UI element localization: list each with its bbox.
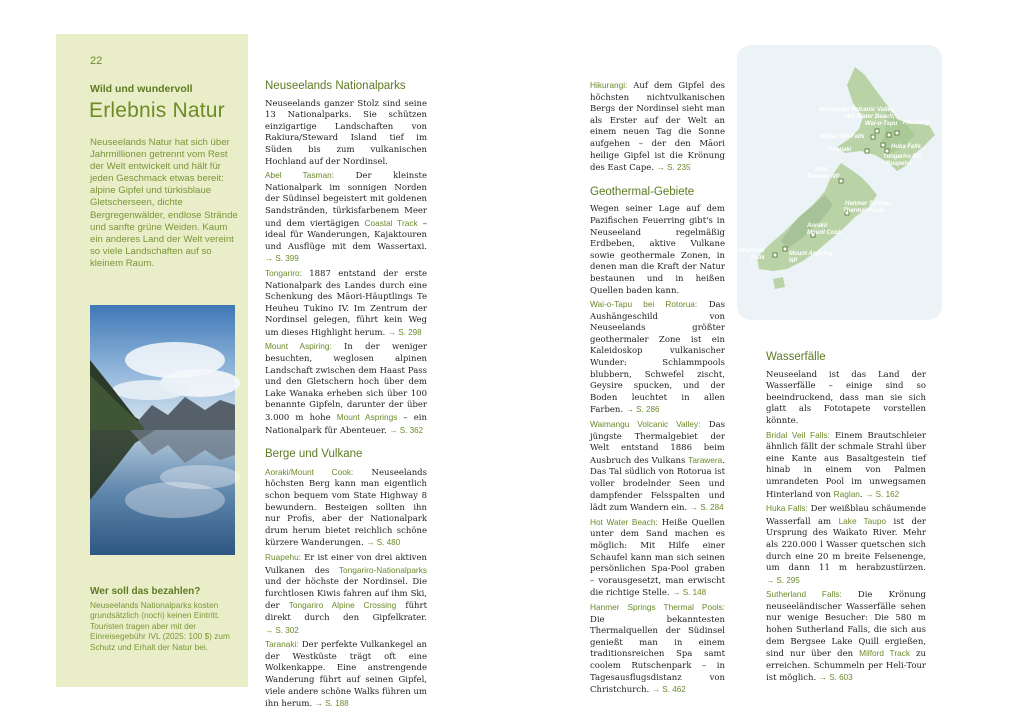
page-ref[interactable]: → S. 284: [689, 503, 724, 513]
heading-geothermal: Geothermal-Gebiete: [590, 185, 695, 198]
page-ref[interactable]: → S. 162: [865, 489, 900, 499]
term-wai-o-tapu: Wai-o-Tapu bei Rotorua:: [590, 299, 698, 310]
marker-abel-tasman[interactable]: [839, 179, 843, 183]
term-hanmer-springs: Hanmer Springs Thermal Pools:: [590, 601, 725, 612]
svg-text:Falls: Falls: [751, 255, 765, 261]
link-lake-taupo[interactable]: Lake Taupo: [838, 515, 887, 526]
page-ref[interactable]: → S. 298: [387, 327, 422, 337]
svg-text:Wai-o-Tapu: Wai-o-Tapu: [865, 121, 898, 127]
entry-bridal-veil: Bridal Veil Falls: Einem Brautschleier ähnlich fällt der schmale Strahl über eine Kante aus Basaltgestein tief hinab in einem von Palmen umrandeten Pool im unwegsamen Hinterland von Raglan. → S. 162: [766, 429, 926, 500]
page-ref[interactable]: → S. 295: [766, 575, 800, 585]
label-sutherland: Sutherland: [733, 248, 765, 254]
marker-tongariro[interactable]: [885, 149, 889, 153]
intro-text: Neuseelands Natur hat sich über Jahrmillionen getrennt vom Rest der Welt entwickelt und hält für jeden Geschmack etwas bereit: alpine Gipfel und türkisblaue Gletscherseen, dichte Bergregenwälder, endlose Strände und sanfte grüne Weiden. Kaum ein anderes Land der Welt vereint so viele Landschaften auf so kleinem Raum.: [90, 137, 238, 269]
marker-taranaki[interactable]: [865, 149, 869, 153]
svg-text:Ruapehu: Ruapehu: [886, 161, 912, 167]
entry-ruapehu: Ruapehu: Er ist einer von drei aktiven Vulkanen des Tongariro-Nationalparks und der höchste der Nordinsel. Die furchtlosen Kiwis fahren auf ihm Ski, der Tongariro Alpine Crossing führt direkt durch den Gipfelkrater. → S. 302: [265, 551, 427, 635]
heading-nationalparks: Neuseelands Nationalparks: [265, 80, 406, 92]
label-aspiring: Mount Aspiring: [789, 251, 833, 257]
infobox-text: Neuseelands Nationalparks kosten grundsätzlich (noch) keinen Eintritt. Touristen tragen aber mit der Einreisegebühr IVL (2025: 100 $) zum Schutz und Erhalt der Natur bei.: [90, 600, 230, 652]
term-abel-tasman: Abel Tasman:: [265, 170, 335, 181]
label-aoraki: Aoraki/: [807, 223, 828, 229]
heading-wasserfaelle: Wasserfälle: [766, 351, 826, 363]
marker-aspiring[interactable]: [783, 247, 787, 251]
entry-hanmer-springs: Hanmer Springs Thermal Pools: Die bekanntesten Thermalquellen der Südinsel genießt man in einem traditionsreichen Spa samt coolem Rutschenpark – in Tagesausflugsdistanz von Christchurch. → S. 462: [590, 601, 725, 696]
page-ref[interactable]: → S. 188: [314, 699, 349, 709]
marker-sutherland[interactable]: [773, 253, 777, 257]
entry-waimangu: Waimangu Volcanic Valley: Das jüngste Thermalgebiet der Welt entstand 1886 beim Ausbruch des Vulkans Tarawera. Das Tal südlich von Rotorua ist voller brodelnder Seen und dampfender Felsspalten und lädt zum Wandern ein. → S. 284: [590, 419, 725, 514]
link-milford-track[interactable]: Milford Track: [859, 648, 910, 659]
term-waimangu: Waimangu Volcanic Valley:: [590, 419, 701, 430]
column-2: [590, 80, 725, 699]
new-zealand-map: [733, 45, 942, 320]
marker-bridal-veil[interactable]: [871, 135, 875, 139]
nationalparks-intro: Neuseelands ganzer Stolz sind seine 13 Nationalparks. Sie schützen einzigartige Landschaften von Rakiura/Steward Island tief im Süden bis zum vulkanischen Hochland auf der Nordinsel.: [265, 98, 427, 167]
page-title: Erlebnis Natur: [89, 99, 225, 122]
term-bridal-veil: Bridal Veil Falls:: [766, 429, 830, 440]
svg-text:Thermal Pools: Thermal Pools: [843, 208, 885, 214]
svg-text:Hot Water Beach,: Hot Water Beach,: [845, 114, 895, 120]
page-ref[interactable]: → S. 603: [818, 673, 853, 683]
marker-hot-water-beach[interactable]: [887, 133, 891, 137]
term-sutherland-falls: Sutherland Falls:: [766, 589, 842, 600]
marker-huka-falls[interactable]: [881, 143, 885, 147]
page-number: 22: [90, 55, 103, 67]
column-1: [265, 81, 427, 713]
term-taranaki: Taranaki:: [265, 639, 299, 650]
page-ref[interactable]: → S. 148: [672, 588, 707, 598]
entry-wai-o-tapu: Wai-o-Tapu bei Rotorua: Das Aushängeschild von Neuseelands größter geothermaler Zone ist ein Kaleidoskop vulkanischer Wunder: Schlammpools blubbern, Schwefel zischt, Geysire spucken, und der Boden leuchtet in allen Farben. → S. 286: [590, 299, 725, 416]
label-tongariro: Tongariro NP,: [883, 154, 922, 160]
term-tongariro: Tongariro:: [265, 267, 302, 278]
label-taranaki: Taranaki: [827, 147, 852, 153]
term-aoraki: Aoraki/Mount Cook:: [265, 466, 354, 477]
label-abel-tasman: Abel: [815, 167, 829, 173]
fjord-photo: [90, 305, 235, 555]
page-ref[interactable]: → S. 302: [265, 625, 299, 635]
page-ref[interactable]: → S. 235: [656, 163, 691, 173]
entry-tongariro: Tongariro: 1887 entstand der erste Nationalpark des Landes durch eine Schenkung des Māori-Häuptlings Te Heuheu Tukino IV. Im Zentrum der Nordinsel gelegen, führt kein Weg um dieses Highlight herum. → S. 298: [265, 267, 427, 338]
page-ref[interactable]: → S. 399: [265, 254, 299, 264]
entry-sutherland-falls: Sutherland Falls: Die Krönung neuseeländischer Wasserfälle sehen nur wenige Besucher: Die 580 m hohen Sutherland Falls, die sich aus dem Bergsee Lake Quill ergießen, sind nur über den Milford Track zu erreichen. Schummeln per Heli-Tour ist möglich. → S. 603: [766, 589, 927, 684]
link-raglan[interactable]: Raglan: [833, 488, 860, 499]
page-ref[interactable]: → S. 480: [366, 538, 401, 548]
label-hanmer: Hanmer Springs: [845, 201, 892, 207]
heading-berge-vulkane: Berge und Vulkane: [265, 448, 363, 461]
entry-mount-aspiring: Mount Aspiring: In der weniger besuchten, weglosen alpinen Landschaft zwischen dem Haast Pass und den Gletschern hoch über dem Lake Wanaka erheben sich über 100 benannte Gipfeln, darunter der über 3.000 m hohe Mount Asprings – ein Nationalpark für Abenteuer. → S. 362: [265, 341, 427, 436]
entry-hot-water-beach: Hot Water Beach: Heiße Quellen unter dem Sand machen es möglich: Mit Hilfe einer Schaufel kann man sich seinen persönlichen Spa-Pool graben – vorausgesetzt, man erwischt die richtige Stelle. → S. 148: [590, 516, 725, 599]
term-ruapehu: Ruapehu:: [265, 551, 301, 562]
column-3: [766, 352, 926, 687]
term-mount-aspiring: Mount Aspiring:: [265, 341, 332, 352]
label-bridal-veil: Bridal Veil Falls: [820, 134, 865, 140]
entry-taranaki: Taranaki: Der perfekte Vulkankegel an der Westküste trägt oft eine Wolkenkappe. Eine anstrengende Wanderung führt auf seinen Gipfel, viele andere schöne Walks führen um ihn herum. → S. 188: [265, 639, 427, 710]
geothermal-intro: Wegen seiner Lage auf dem Pazifischen Feuerring gibt's in Neuseeland regelmäßig Erdbeben, aktive Vulkane sowie geothermale Zonen, in denen man die Kraft der Natur bestaunen und in heißen Quellen baden kann.: [590, 204, 725, 296]
entry-huka-falls: Huka Falls: Der weißblau schäumende Wasserfall am Lake Taupo ist der Ursprung des Waikato River. Mehr als 220.000 l Wasser quetschen sich durch eine 20 m breite Felsenenge, um dann 11 m herabzustürzen. → S. 295: [766, 503, 927, 585]
wasserfaelle-intro: Neuseeland ist das Land der Wasserfälle – einige sind so beeindruckend, dass man sie sich glatt als Fototapete vorstellen könnte.: [766, 369, 926, 426]
term-huka-falls: Huka Falls:: [766, 503, 808, 514]
term-hikurangi: Hikurangi:: [590, 80, 628, 90]
entry-aoraki: Aoraki/Mount Cook: Neuseelands höchsten Berg kann man eigentlich schon bequem vom State Highway 8 bewundern. Besteigen sollten ihn nur Profis, aber der Nationalpark drum herum bietet reichlich schöne kürzere Wanderungen. → S. 480: [265, 466, 427, 549]
entry-hikurangi: Hikurangi: Auf dem Gipfel des höchsten nichtvulkanischen Bergs der Nordinsel sieht man als Erster auf der Welt an einem neuen Tag die Sonne aufgehen – der den Māori heilige Gipfel ist die Krönung des East Cape. → S. 235: [590, 80, 725, 174]
page-ref[interactable]: → S. 286: [625, 405, 660, 415]
kicker: Wild und wundervoll: [90, 83, 193, 95]
page-ref[interactable]: → S. 362: [389, 425, 424, 435]
entry-abel-tasman: Abel Tasman: Der kleinste Nationalpark im sonnigen Norden der Südinsel begeistert mit goldenen Sandstränden, türkisfarbenem Meer und dem viertägigen Coastal Track – ideal für Wanderungen, Kajaktouren und Ausflüge mit dem Wassertaxi. → S. 399: [265, 170, 427, 264]
link-alpine-crossing[interactable]: Tongariro Alpine Crossing: [288, 600, 397, 611]
term-hot-water-beach: Hot Water Beach:: [590, 516, 658, 527]
link-tarawera[interactable]: Tarawera: [688, 454, 723, 465]
infobox-title: Wer soll das bezahlen?: [90, 586, 201, 597]
link-mount-asprings[interactable]: Mount Asprings: [336, 412, 398, 423]
svg-text:Mount Cook: Mount Cook: [807, 230, 842, 236]
label-waimangu: Waimangu Volcanic Valley,: [819, 107, 896, 113]
link-coastal-track[interactable]: Coastal Track: [364, 217, 418, 228]
svg-text:Tasman NP: Tasman NP: [807, 174, 840, 180]
page-ref[interactable]: → S. 462: [651, 685, 686, 695]
stewart-island-shape: [773, 277, 785, 289]
link-tongariro-np[interactable]: Tongariro-Nationalparks: [338, 564, 427, 575]
marker-hikurangi[interactable]: [895, 131, 899, 135]
marker-waimangu[interactable]: [875, 129, 879, 133]
label-huka-falls: Huka Falls: [891, 144, 922, 150]
svg-text:NP: NP: [789, 258, 798, 264]
label-hikurangi: Hikurangi: [903, 120, 931, 126]
